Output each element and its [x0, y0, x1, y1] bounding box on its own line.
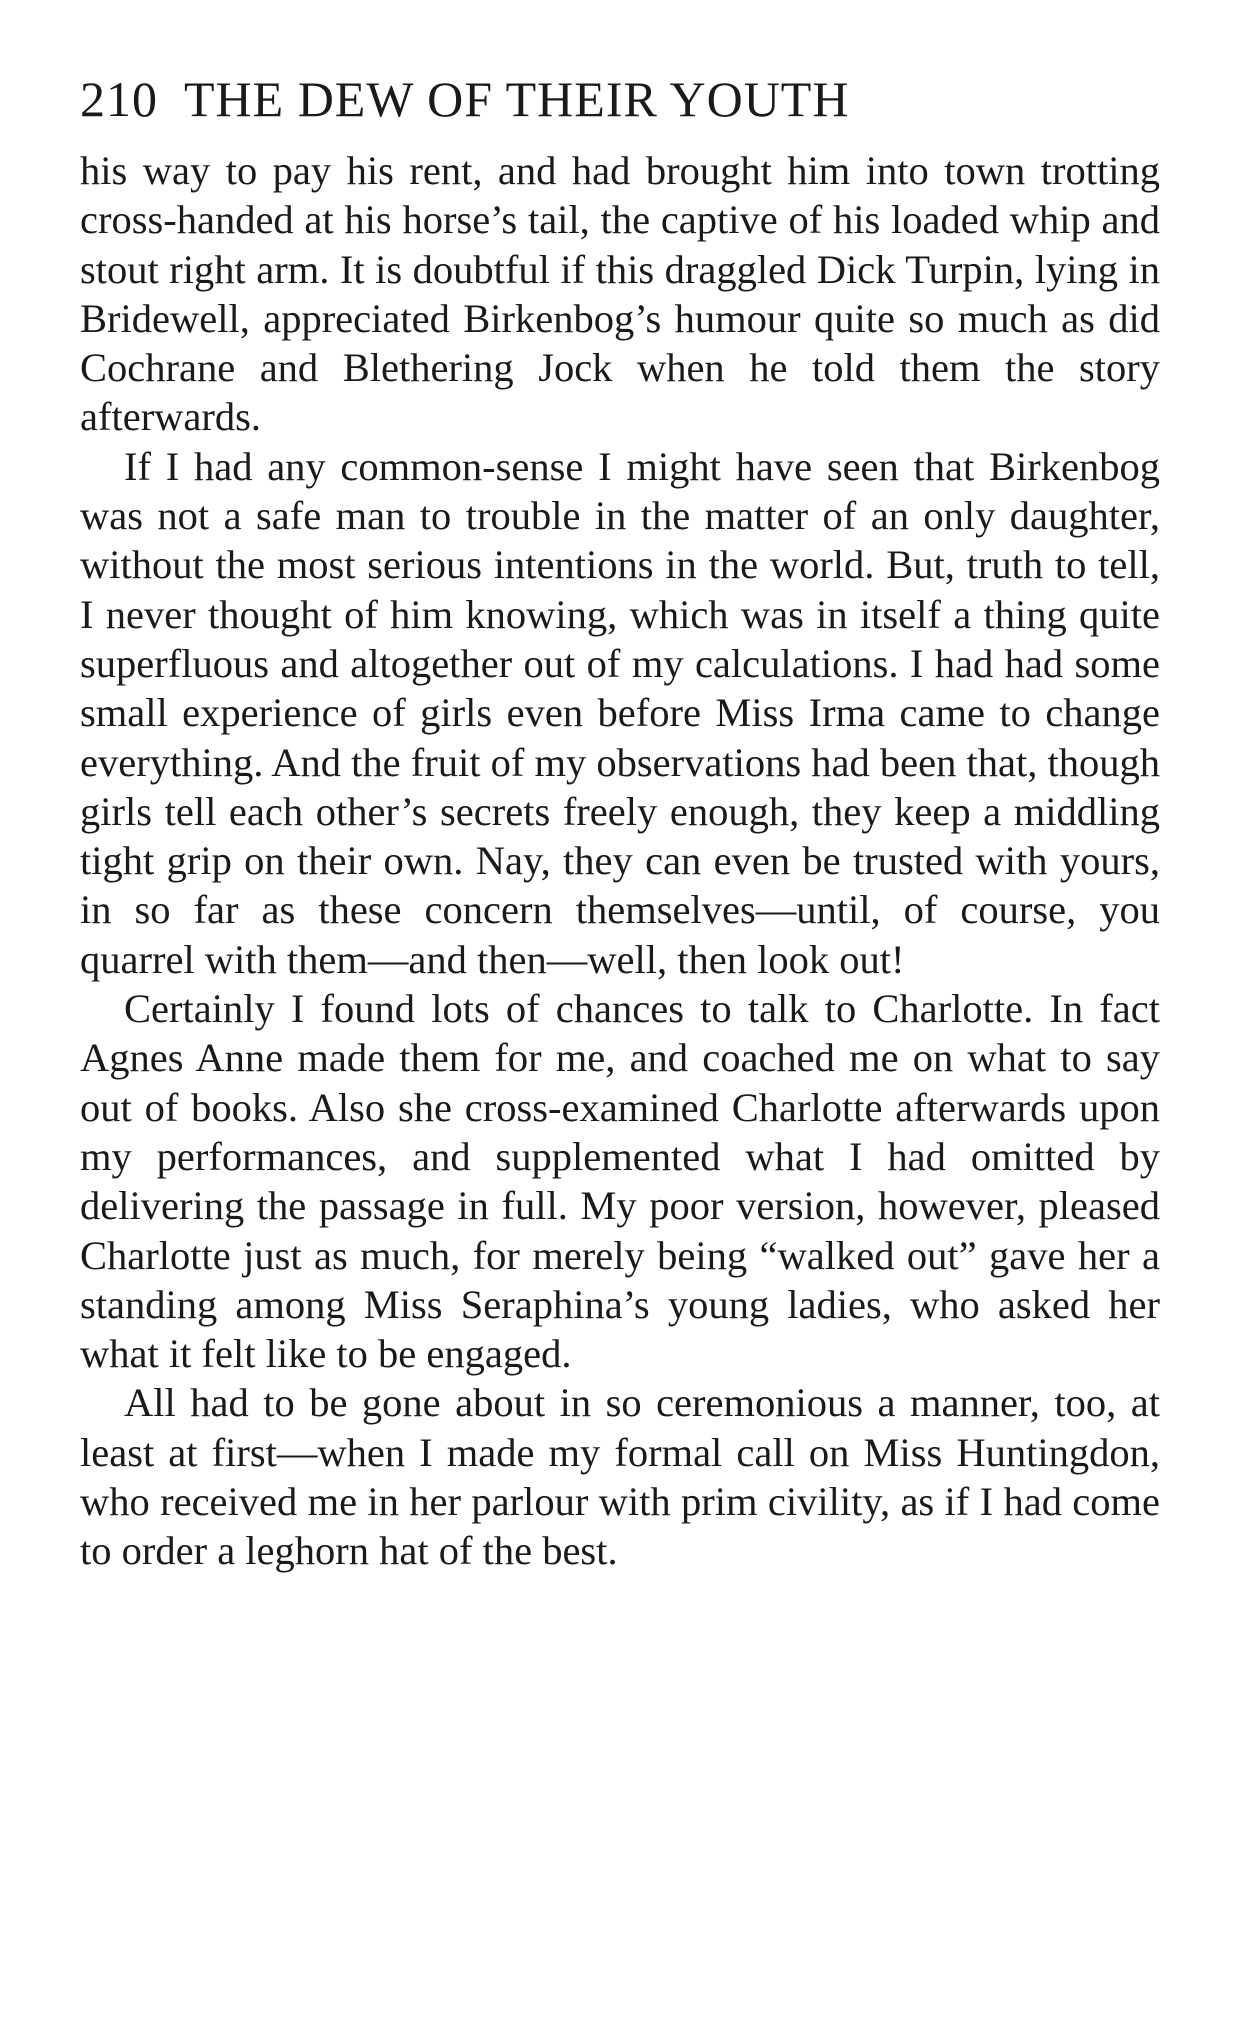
paragraph-2: If I had any common-sense I might have seen that Birkenbog was not a safe man to trouble in the matter of an only daughter, without the most serious intentions in the world. But, truth to tell, I never thought of him knowing, which was in itself a thing quite superfluous and altogether out of my calculations. I had had some small experience of girls even before Miss Irma came to change everything. And the fruit of my observations had been that, though girls tell each other’s secrets freely enough, they keep a middling tight grip on their own. Nay, they can even be trusted with yours, in so far as these concern themselves—until, of course, you quarrel with them—and then—well, then look out! — [80, 443, 1160, 982]
paragraph-3: Certainly I found lots of chances to talk to Charlotte. In fact Agnes Anne made them for me, and coached me on what to say out of books. Also she cross-examined Charlotte afterwards upon my performances, and supplemented what I had omitted by delivering the passage in full. My poor version, however, pleased Charlotte just as much, for merely being “walked out” gave her a standing among Miss Seraphina’s young ladies, who asked her what it felt like to be engaged. — [80, 986, 1160, 1377]
running-title: THE DEW OF THEIR YOUTH — [184, 71, 850, 127]
paragraph-1: his way to pay his rent, and had brought him into town trotting cross-handed at his horse’s tail, the captive of his loaded whip and stout right arm. It is doubtful if this draggled Dick Turpin, lying in Bridewell, appreciated Birkenbog’s humour quite so much as did Cochrane and Blethering Jock when he told them the story afterwards. — [80, 148, 1160, 440]
page-number: 210 — [80, 71, 158, 127]
book-page — [80, 70, 1160, 1576]
running-head — [80, 70, 1160, 128]
paragraph-4: All had to be gone about in so ceremonious a manner, too, at least at first—when I made my formal call on Miss Huntingdon, who received me in her parlour with prim civility, as if I had come to order a leghorn hat of the best. — [80, 1380, 1160, 1574]
